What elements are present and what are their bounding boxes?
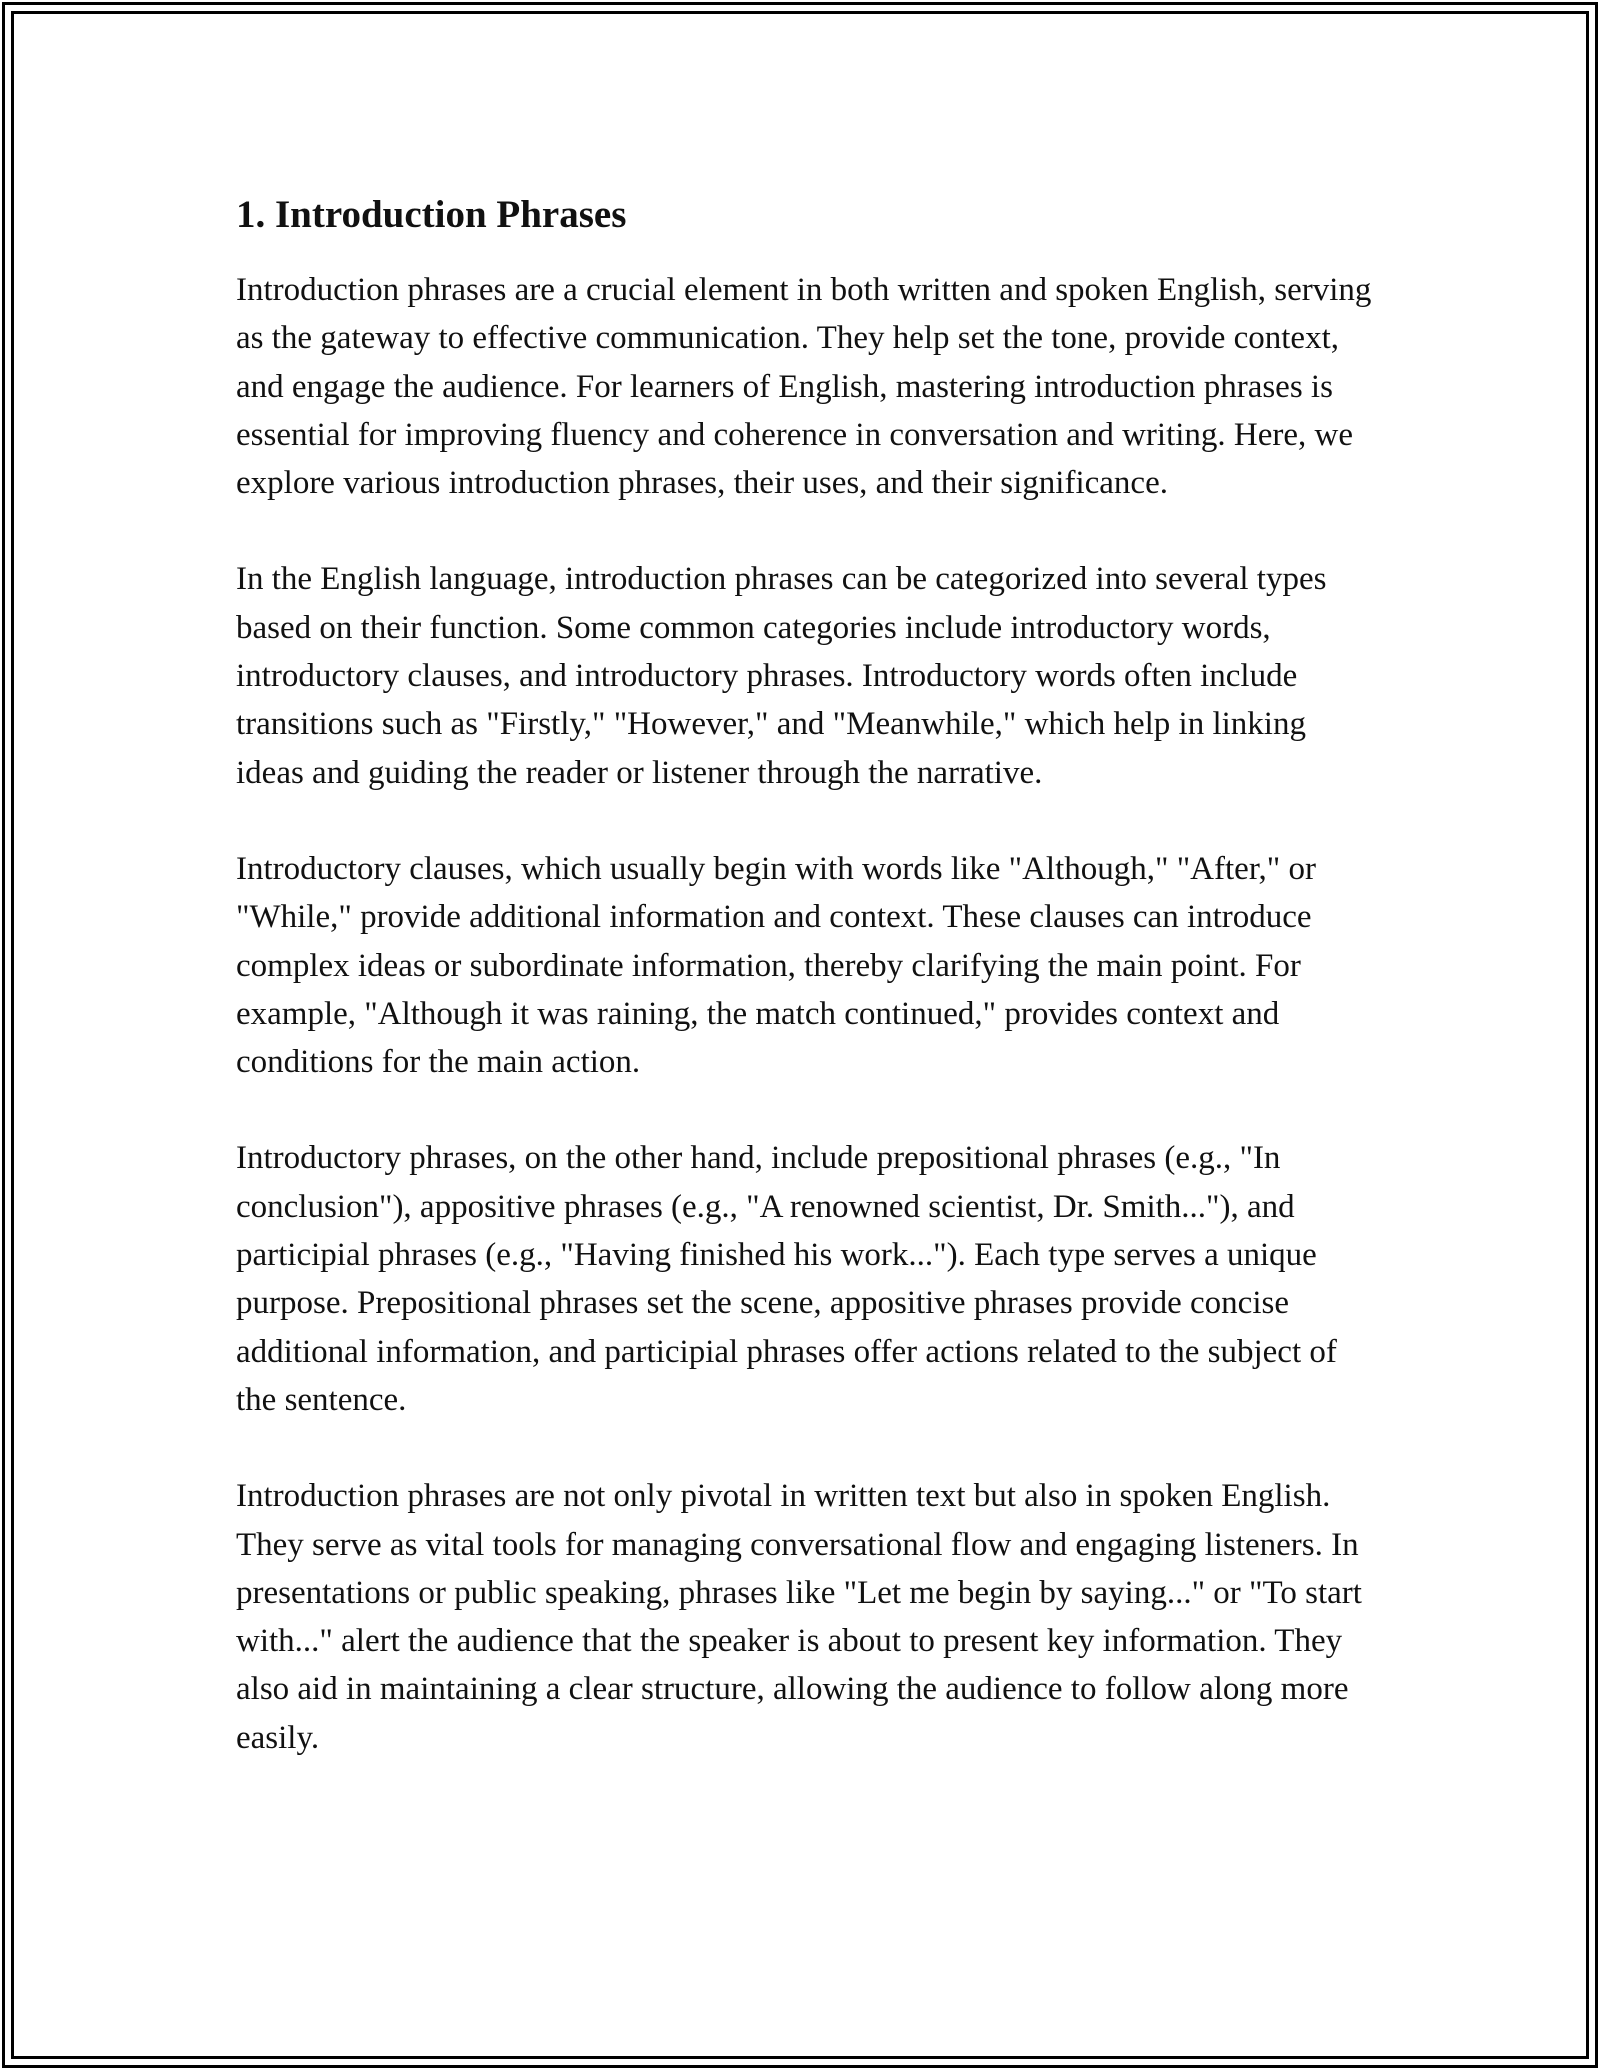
paragraph-phrases: Introductory phrases, on the other hand, include prepositional phrases (e.g., "In conclusion"), appositive phrases (e.g., "A renowned scientist, Dr. Smith..."), and participial phrases (e.g., "Having finished his work..."). Each type serves a unique purpose. Prepositional phrases set the scene, appositive phrases provide concise additional information, and participial phrases offer actions related to the subject of the sentence.	[236, 1140, 1337, 1418]
document-body	[236, 190, 1376, 1810]
section-heading: 1. Introduction Phrases	[236, 193, 627, 236]
paragraph-intro: Introduction phrases are a crucial element in both written and spoken English, serving as the gateway to effective communication. They help set the tone, provide context, and engage the audience. For learners of English, mastering introduction phrases is essential for improving fluency and coherence in conversation and writing. Here, we explore various introduction phrases, their uses, and their significance.	[236, 272, 1372, 502]
paragraph-spoken: Introduction phrases are not only pivotal in written text but also in spoken English. They serve as vital tools for managing conversational flow and engaging listeners. In presentations or public speaking, phrases like "Let me begin by saying..." or "To start with..." alert the audience that the speaker is about to present key information. They also aid in maintaining a clear structure, allowing the audience to follow along more easily.	[236, 1478, 1362, 1756]
paragraph-categories: In the English language, introduction phrases can be categorized into several types based on their function. Some common categories include introductory words, introductory clauses, and introductory phrases. Introductory words often include transitions such as "Firstly," "However," and "Meanwhile," which help in linking ideas and guiding the reader or listener through the narrative.	[236, 561, 1327, 791]
paragraph-clauses: Introductory clauses, which usually begin with words like "Although," "After," or "While," provide additional information and context. These clauses can introduce complex ideas or subordinate information, thereby clarifying the main point. For example, "Although it was raining, the match continued," provides context and conditions for the main action.	[236, 850, 1316, 1081]
